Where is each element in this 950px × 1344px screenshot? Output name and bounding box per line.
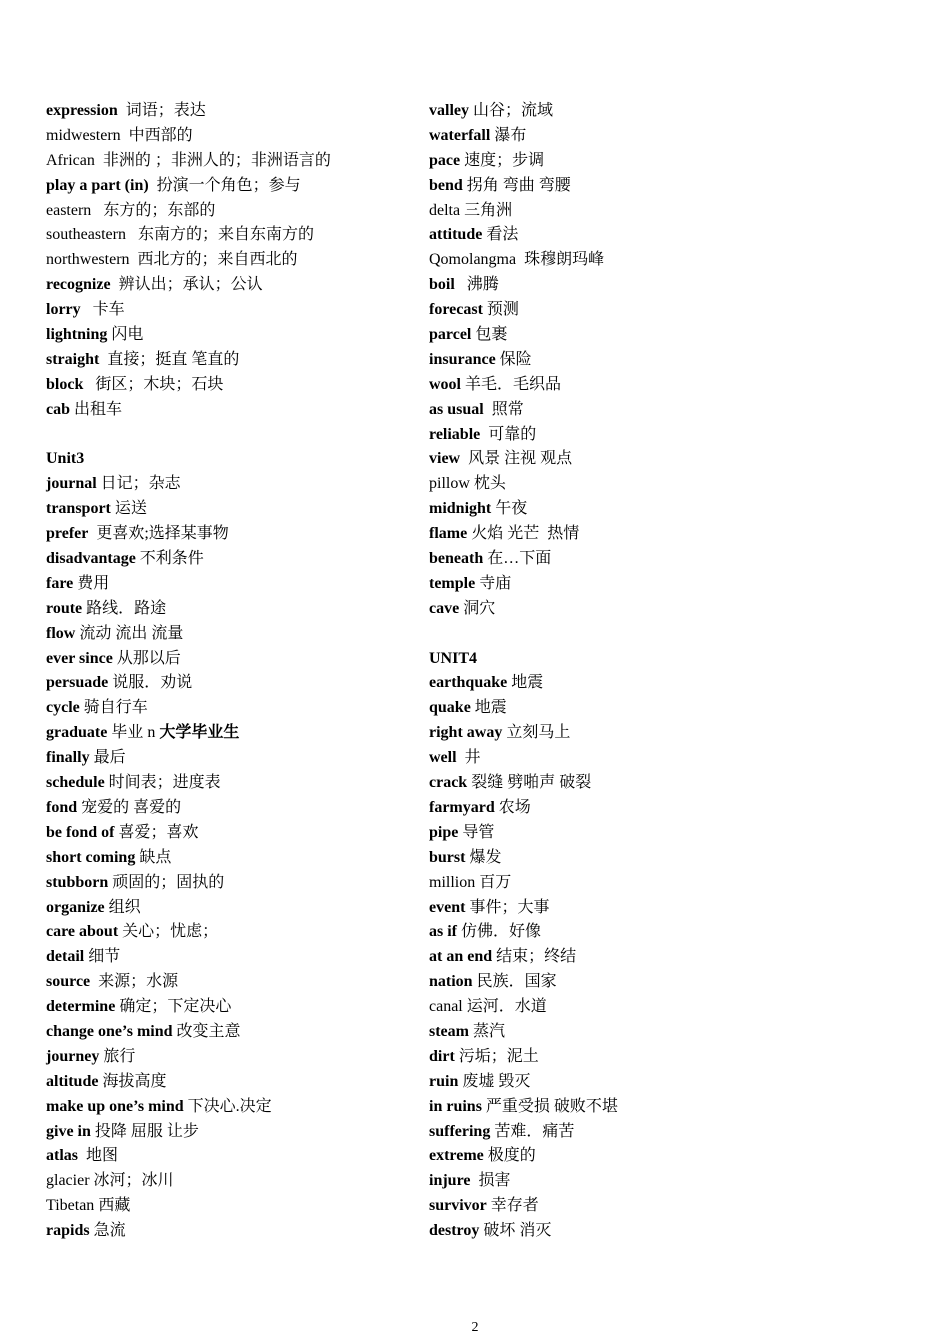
vocab-word: atlas — [46, 1147, 78, 1165]
vocab-meaning: 保险 — [495, 350, 532, 368]
vocab-word: play a part (in) — [46, 176, 149, 194]
vocab-entry — [429, 746, 909, 771]
vocab-meaning: 结束；终结 — [492, 948, 577, 966]
vocab-word: prefer — [46, 525, 89, 543]
vocab-word: finally — [46, 749, 90, 767]
vocab-entry — [46, 273, 416, 298]
vocab-meaning: 运河．水道 — [462, 998, 547, 1016]
vocab-entry — [46, 771, 416, 796]
vocab-word: valley — [429, 102, 469, 119]
vocab-word: delta — [429, 201, 461, 219]
vocab-word: stubborn — [46, 873, 109, 891]
vocab-word: be fond of — [46, 823, 115, 841]
vocab-meaning: 宠爱的 喜爱的 — [77, 798, 182, 816]
vocab-entry — [46, 970, 416, 995]
vocab-entry — [429, 373, 909, 398]
vocab-entry — [46, 124, 416, 149]
vocab-meaning: 蒸汽 — [468, 1022, 505, 1040]
vocab-word: forecast — [429, 301, 483, 319]
vocab-meaning: 裂缝 劈啪声 破裂 — [467, 774, 592, 792]
vocab-entry — [46, 223, 416, 248]
vocab-entry — [429, 920, 909, 945]
vocab-word: determine — [46, 998, 116, 1016]
vocab-entry — [46, 522, 416, 547]
vocab-meaning: 毕业 n — [107, 724, 160, 742]
vocab-meaning: 破坏 消灭 — [479, 1222, 552, 1240]
vocab-meaning: 照常 — [483, 400, 524, 418]
vocab-word: event — [429, 898, 466, 916]
vocab-meaning: 导管 — [458, 823, 495, 841]
vocab-word: in ruins — [429, 1097, 482, 1115]
vocab-entry — [46, 472, 416, 497]
vocab-word: insurance — [429, 350, 496, 368]
vocab-entry — [429, 1194, 909, 1219]
vocab-entry — [429, 199, 909, 224]
vocab-word: steam — [429, 1022, 469, 1040]
vocab-entry — [46, 298, 416, 323]
vocab-meaning: 风景 注视 观点 — [460, 450, 573, 468]
vocab-entry — [46, 497, 416, 522]
vocab-word: quake — [429, 699, 471, 717]
vocab-word: well — [429, 749, 457, 767]
vocab-meaning: 包裹 — [471, 326, 508, 344]
vocab-entry — [46, 896, 416, 921]
vocab-word: northwestern — [46, 251, 130, 269]
vocab-word: right away — [429, 724, 503, 742]
vocab-meaning: 三角洲 — [460, 201, 513, 219]
vocab-word: care about — [46, 923, 119, 941]
vocab-entry — [429, 896, 909, 921]
vocab-word: earthquake — [429, 674, 508, 692]
vocab-word: as if — [429, 923, 457, 941]
vocab-meaning: 损害 — [470, 1172, 511, 1190]
vocab-entry — [429, 671, 909, 696]
vocab-word: crack — [429, 774, 468, 792]
vocab-word: pipe — [429, 823, 459, 841]
vocab-word: schedule — [46, 774, 105, 792]
vocab-entry — [429, 522, 909, 547]
vocab-entry — [46, 1194, 416, 1219]
vocab-entry — [429, 298, 909, 323]
vocab-entry — [429, 572, 909, 597]
vocab-entry — [429, 1045, 909, 1070]
vocab-entry — [46, 423, 416, 448]
vocab-word: transport — [46, 500, 111, 518]
vocab-entry — [46, 348, 416, 373]
vocab-meaning: 极度的 — [483, 1147, 536, 1165]
vocab-entry — [46, 622, 416, 647]
vocab-meaning: 急流 — [89, 1222, 126, 1240]
vocab-entry — [429, 1020, 909, 1045]
vocab-entry — [46, 323, 416, 348]
vocab-meaning: 西藏 — [94, 1197, 131, 1215]
vocab-entry — [429, 447, 909, 472]
vocab-word: suffering — [429, 1122, 491, 1140]
vocab-word: persuade — [46, 674, 109, 692]
vocab-word: source — [46, 973, 91, 991]
vocab-meaning: 来源；水源 — [90, 973, 179, 991]
vocab-word: make up one’s mind — [46, 1097, 184, 1115]
vocab-entry — [46, 1095, 416, 1120]
vocab-word: Qomolangma — [429, 251, 517, 269]
vocab-meaning: 改变主意 — [172, 1022, 241, 1040]
vocab-word: wool — [429, 375, 461, 393]
vocab-meaning: 非洲的 ；非洲人的；非洲语言的 — [94, 151, 331, 169]
vocab-meaning: 寺庙 — [475, 574, 512, 592]
vocab-meaning: 说服．劝说 — [108, 674, 193, 692]
vocab-meaning: 下决心.决定 — [183, 1097, 272, 1115]
vocab-meaning: 爆发 — [465, 848, 502, 866]
vocab-word: at an end — [429, 948, 493, 966]
vocab-meaning: 羊毛．毛织品 — [461, 375, 562, 393]
vocab-meaning: 苦难．痛苦 — [490, 1122, 575, 1140]
vocab-meaning: 海拔高度 — [98, 1072, 167, 1090]
vocab-meaning: 投降 屈服 让步 — [90, 1122, 199, 1140]
vocab-word: ruin — [429, 1072, 459, 1090]
vocab-entry — [429, 149, 909, 174]
vocab-meaning: 运送 — [110, 500, 147, 518]
vocab-word: midwestern — [46, 126, 121, 144]
vocab-entry — [46, 1144, 416, 1169]
vocab-entry — [46, 1219, 416, 1244]
vocab-entry — [429, 497, 909, 522]
vocab-word: canal — [429, 998, 463, 1016]
vocab-meaning: 东南方的；来自东南方的 — [125, 226, 314, 244]
vocab-entry — [429, 1070, 909, 1095]
vocab-entry — [429, 1095, 909, 1120]
vocab-meaning: 民族．国家 — [472, 973, 557, 991]
vocab-word: journal — [46, 475, 97, 493]
vocab-word: give in — [46, 1122, 91, 1140]
vocab-entry — [46, 821, 416, 846]
vocab-entry — [46, 547, 416, 572]
vocab-meaning: 组织 — [104, 898, 141, 916]
vocab-meaning: 顽固的；固执的 — [108, 873, 225, 891]
vocab-word: change one’s mind — [46, 1022, 173, 1040]
vocab-meaning: 词语；表达 — [117, 102, 206, 119]
vocab-meaning: 山谷；流域 — [469, 102, 554, 119]
vocab-meaning: 立刻马上 — [502, 724, 571, 742]
vocab-meaning: 事件；大事 — [465, 898, 550, 916]
vocab-entry — [46, 746, 416, 771]
vocab-meaning: 冰河；冰川 — [89, 1172, 174, 1190]
vocab-word: survivor — [429, 1197, 487, 1215]
vocab-word: block — [46, 375, 84, 393]
vocab-entry — [46, 373, 416, 398]
vocab-meaning: 最后 — [89, 749, 126, 767]
vocab-entry — [46, 671, 416, 696]
vocab-word: short coming — [46, 848, 136, 866]
vocab-word: as usual — [429, 400, 484, 418]
vocab-meaning: 洞穴 — [459, 599, 496, 617]
vocab-word: graduate — [46, 724, 108, 742]
vocab-entry — [429, 323, 909, 348]
vocab-word: burst — [429, 848, 466, 866]
vocab-entry — [429, 398, 909, 423]
vocab-meaning: 缺点 — [135, 848, 172, 866]
vocab-word: destroy — [429, 1222, 480, 1240]
vocab-entry — [46, 149, 416, 174]
vocab-word: cycle — [46, 699, 80, 717]
vocab-word: expression — [46, 102, 118, 119]
vocab-meaning: 直接；挺直 笔直的 — [99, 350, 240, 368]
vocab-word: organize — [46, 898, 105, 916]
vocab-entry — [46, 995, 416, 1020]
vocab-meaning: 地图 — [78, 1147, 119, 1165]
vocab-entry — [46, 871, 416, 896]
vocab-entry — [429, 647, 909, 672]
vocab-meaning: 中西部的 — [120, 126, 193, 144]
vocab-entry — [429, 846, 909, 871]
vocab-entry — [46, 597, 416, 622]
vocab-meaning: 午夜 — [491, 500, 528, 518]
vocab-word: nation — [429, 973, 473, 991]
vocab-word: altitude — [46, 1072, 99, 1090]
vocab-meaning: 关心；忧虑； — [118, 923, 219, 941]
vocab-entry — [46, 1020, 416, 1045]
vocab-meaning: 骑自行车 — [79, 699, 148, 717]
vocab-word: extreme — [429, 1147, 484, 1165]
vocab-word: rapids — [46, 1222, 90, 1240]
vocab-word: journey — [46, 1047, 100, 1065]
vocab-entry — [46, 796, 416, 821]
vocab-meaning: 废墟 毁灭 — [458, 1072, 531, 1090]
vocab-entry — [429, 99, 909, 124]
vocab-entry — [429, 124, 909, 149]
vocab-meaning-bold: 大学毕业生 — [159, 724, 240, 742]
vocab-word: fond — [46, 798, 78, 816]
vocab-meaning: 瀑布 — [490, 126, 527, 144]
vocab-entry — [429, 970, 909, 995]
vocab-word: eastern — [46, 201, 92, 219]
vocab-entry — [429, 423, 909, 448]
vocab-meaning: 流动 流出 流量 — [75, 624, 184, 642]
vocab-entry — [429, 995, 909, 1020]
vocab-entry — [46, 174, 416, 199]
vocab-entry — [46, 447, 416, 472]
vocab-entry — [429, 597, 909, 622]
vocab-word: fare — [46, 574, 74, 592]
vocab-word: cab — [46, 400, 70, 418]
vocab-entry — [46, 920, 416, 945]
vocab-meaning: 卡车 — [80, 301, 125, 319]
vocab-word: straight — [46, 350, 100, 368]
vocab-meaning: 日记；杂志 — [96, 475, 181, 493]
left-column — [46, 99, 416, 1244]
vocab-word: reliable — [429, 425, 481, 443]
vocab-meaning: 速度；步调 — [460, 151, 545, 169]
vocab-word: waterfall — [429, 126, 491, 144]
vocab-meaning: 时间表；进度表 — [104, 774, 221, 792]
vocab-meaning: 街区；木块；石块 — [83, 375, 224, 393]
vocab-word: million — [429, 873, 476, 891]
vocab-meaning: 路线．路途 — [82, 599, 167, 617]
vocab-entry — [429, 821, 909, 846]
vocab-word: UNIT4 — [429, 649, 478, 667]
vocab-meaning: 细节 — [84, 948, 121, 966]
vocab-word: pace — [429, 151, 461, 169]
vocab-word: injure — [429, 1172, 471, 1190]
vocab-word: attitude — [429, 226, 483, 244]
vocab-meaning: 旅行 — [99, 1047, 136, 1065]
vocab-entry — [429, 1144, 909, 1169]
vocab-word: African — [46, 151, 95, 169]
vocab-word: dirt — [429, 1047, 455, 1065]
vocab-meaning: 东方的；东部的 — [91, 201, 216, 219]
vocab-word: temple — [429, 574, 476, 592]
vocab-word: detail — [46, 948, 85, 966]
vocab-meaning: 百万 — [475, 873, 512, 891]
vocab-entry — [429, 1120, 909, 1145]
vocab-entry — [46, 99, 416, 124]
vocab-word: bend — [429, 176, 463, 194]
vocab-meaning: 火焰 光芒 热情 — [467, 525, 580, 543]
vocab-meaning: 从那以后 — [112, 649, 181, 667]
vocab-word: parcel — [429, 326, 472, 344]
vocab-entry — [429, 472, 909, 497]
vocab-entry — [429, 796, 909, 821]
vocab-entry — [429, 547, 909, 572]
vocab-meaning: 预测 — [482, 301, 519, 319]
vocab-word: cave — [429, 599, 460, 617]
vocab-meaning: 在…下面 — [483, 550, 552, 568]
vocab-entry — [46, 1045, 416, 1070]
vocab-word: pillow — [429, 475, 470, 493]
vocab-meaning: 仿佛．好像 — [457, 923, 542, 941]
vocab-meaning: 枕头 — [469, 475, 506, 493]
page-number: 2 — [471, 1320, 479, 1335]
vocab-entry — [46, 647, 416, 672]
vocab-meaning: 沸腾 — [454, 276, 499, 294]
vocab-meaning: 污垢；泥土 — [454, 1047, 539, 1065]
vocab-word: lightning — [46, 326, 108, 344]
vocab-entry — [429, 1169, 909, 1194]
vocab-entry — [429, 721, 909, 746]
vocab-entry — [46, 1120, 416, 1145]
vocab-word: beneath — [429, 550, 484, 568]
vocab-word: disadvantage — [46, 550, 136, 568]
vocab-word: boil — [429, 276, 455, 294]
vocab-entry — [429, 945, 909, 970]
vocab-meaning: 闪电 — [107, 326, 144, 344]
vocab-entry — [429, 1219, 909, 1244]
vocab-entry — [46, 572, 416, 597]
vocab-word: midnight — [429, 500, 492, 518]
vocab-entry — [429, 223, 909, 248]
vocab-entry — [46, 846, 416, 871]
vocab-meaning: 看法 — [482, 226, 519, 244]
vocab-entry — [46, 696, 416, 721]
vocab-word: flame — [429, 525, 468, 543]
vocab-entry — [429, 696, 909, 721]
vocab-entry — [429, 273, 909, 298]
vocab-meaning: 更喜欢;选择某事物 — [88, 525, 229, 543]
vocab-meaning: 出租车 — [70, 400, 123, 418]
vocab-word: Unit3 — [46, 450, 85, 468]
vocab-word: recognize — [46, 276, 111, 294]
vocab-meaning: 确定；下定决心 — [115, 998, 232, 1016]
vocab-entry — [46, 721, 416, 746]
vocab-meaning: 严重受损 破败不堪 — [481, 1097, 618, 1115]
vocab-meaning: 可靠的 — [480, 425, 537, 443]
vocab-entry — [46, 1070, 416, 1095]
vocab-word: ever since — [46, 649, 113, 667]
vocab-entry — [46, 398, 416, 423]
vocab-word: glacier — [46, 1172, 90, 1190]
vocab-meaning: 幸存者 — [486, 1197, 539, 1215]
vocab-word: farmyard — [429, 798, 495, 816]
vocab-meaning: 拐角 弯曲 弯腰 — [462, 176, 571, 194]
vocab-meaning: 珠穆朗玛峰 — [516, 251, 605, 269]
vocab-word: Tibetan — [46, 1197, 95, 1215]
vocab-meaning: 费用 — [73, 574, 110, 592]
vocab-meaning: 地震 — [507, 674, 544, 692]
vocab-meaning: 辨认出；承认；公认 — [110, 276, 263, 294]
vocab-word: southeastern — [46, 226, 126, 244]
vocab-meaning: 西北方的；来自西北的 — [129, 251, 298, 269]
vocab-word: route — [46, 599, 83, 617]
right-column — [429, 99, 909, 1244]
vocab-entry — [429, 871, 909, 896]
vocab-entry — [429, 348, 909, 373]
vocab-word: flow — [46, 624, 76, 642]
vocab-entry — [46, 1169, 416, 1194]
vocab-entry — [429, 248, 909, 273]
vocab-entry — [429, 174, 909, 199]
vocab-entry — [46, 199, 416, 224]
vocab-entry — [46, 248, 416, 273]
vocab-meaning: 不利条件 — [135, 550, 204, 568]
vocab-meaning: 喜爱；喜欢 — [114, 823, 199, 841]
vocab-meaning: 扮演一个角色；参与 — [148, 176, 301, 194]
vocab-entry — [429, 771, 909, 796]
vocab-word: lorry — [46, 301, 81, 319]
vocab-meaning: 井 — [456, 749, 481, 767]
vocab-meaning: 农场 — [494, 798, 531, 816]
vocab-meaning: 地震 — [470, 699, 507, 717]
vocab-entry — [429, 622, 909, 647]
vocab-entry — [46, 945, 416, 970]
vocab-word: view — [429, 450, 461, 468]
